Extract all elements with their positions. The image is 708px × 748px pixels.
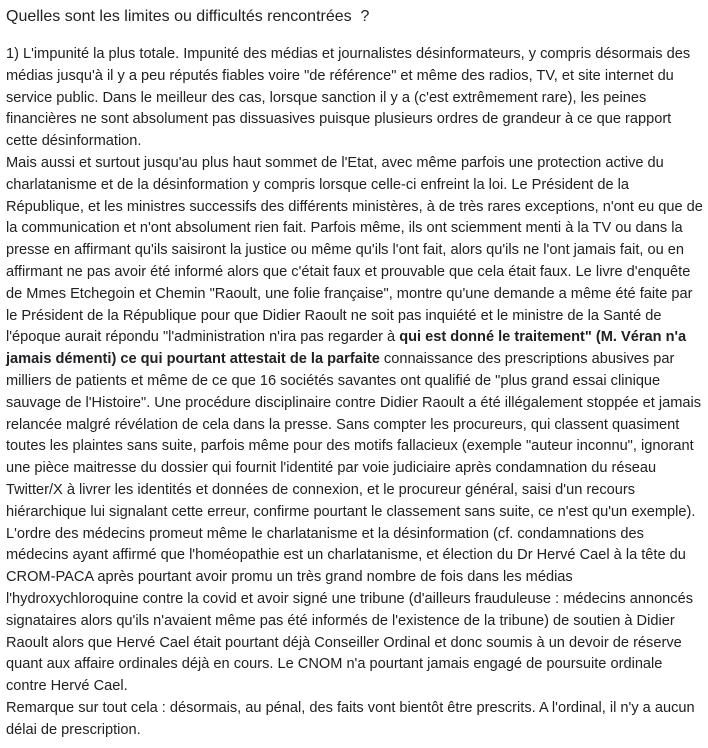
answer-paragraph-order: L'ordre des médecins promeut même le charlatanisme et la désinformation (cf. condamnations des médecins ayant affirmé que l'homéopathie est un charlatanisme, et élection du Dr Hervé Cael à la tête du CROM-PACA après pourtant avoir promu un très grand nombre de fois dans les médias l'hydroxychloroquine contre la covid et avoir signé une tribune (d'ailleurs frauduleuse : médecins annoncés signataires alors qu'ils n'avaient même pas été informés de l'existence de la tribune) de soutien à Didier Raoult alors que Hervé Cael était pourtant déjà Conseiller Ordinal et donc soumis à un devoir de réserve quant aux affaire ordinales déjà en cours. Le CNOM n'a pourtant jamais engagé de poursuite ordinale contre Hervé Cael. xyxy=(6,525,694,695)
answer-paragraph-state-text: Mais aussi et surtout jusqu'au plus haut sommet de l'Etat, avec même parfois une protection active du charlatanisme et de la désinformation y compris lorsque celle-ci enfreint la loi. Le Président de la République, et les ministres successifs des différents ministères, à de très rares exceptions, n'ont eu que de la communication et n'ont absolument rien fait. Parfois même, ils ont sciemment menti à la TV ou dans la presse en affirmant qu'ils saisiront la justice ou même qu'ils l'ont fait, alors qu'ils ne l'ont jamais fait, ou en affirmant ne pas avoir été informé alors que c'était faux et prouvable que cela était faux. Le livre d'enquête de Mmes Etchegoin et Chemin "Raoult, une folie française", montre qu'une demande a même été faite par le Président de la République pour que Didier Raoult ne soit pas inquiété et le ministre de la Santé de l'époque aurait répondu "l'administration n'ira pas regarder à xyxy=(6,154,703,346)
answer-paragraph-remark: Remarque sur tout cela : désormais, au pénal, des faits vont bientôt être prescrits. A l'ordinal, il n'y a aucun délai de prescription. xyxy=(6,699,695,738)
answer-bold-quote: qui est donné le traitement" (M. Véran n'a jamais démenti) ce qui pourtant attestait de la parfaite xyxy=(6,329,687,368)
answer-paragraph-state xyxy=(6,153,704,524)
question-label: Quelles sont les limites ou difficultés rencontrées ? xyxy=(6,8,370,25)
answer-text xyxy=(6,44,704,742)
answer-paragraph-state-continued: connaissance des prescriptions abusives par milliers de patients et même de ce que 16 sociétés savantes ont qualifié de "plus grand essai clinique sauvage de l'Histoire". Une procédure disciplinaire contre Didier Raoult a été illégalement stoppée et jamais relancée malgré révélation de cela dans la presse. Sans compter les procureurs, qui classent quasiment toutes les plaintes sans suite, parfois même pour des motifs fallacieux (exemple "auteur inconnu", ignorant une pièce maitresse du dossier qui fournit l'identité par voie judiciaire après condamnation du réseau Twitter/X à livrer les identités et données de connexion, et le procureur général, saisi d'un recours hiérarchique lui signalant cette erreur, confirme pourtant le classement sans suite, ce n'est qu'un exemple). xyxy=(6,351,702,520)
answer-paragraph-impunity: 1) L'impunité la plus totale. Impunité des médias et journalistes désinformateurs, y compris désormais des médias jusqu'à il y a peu réputés fiables voire "de référence" et même des radios, TV, et site internet du service public. Dans le meilleur des cas, lorsque sanction il y a (c'est extrêmement rare), les peines financières ne sont absolument pas dissuasives puisque plusieurs ordres de grandeur à ce que rapport cette désinformation. xyxy=(6,46,691,150)
